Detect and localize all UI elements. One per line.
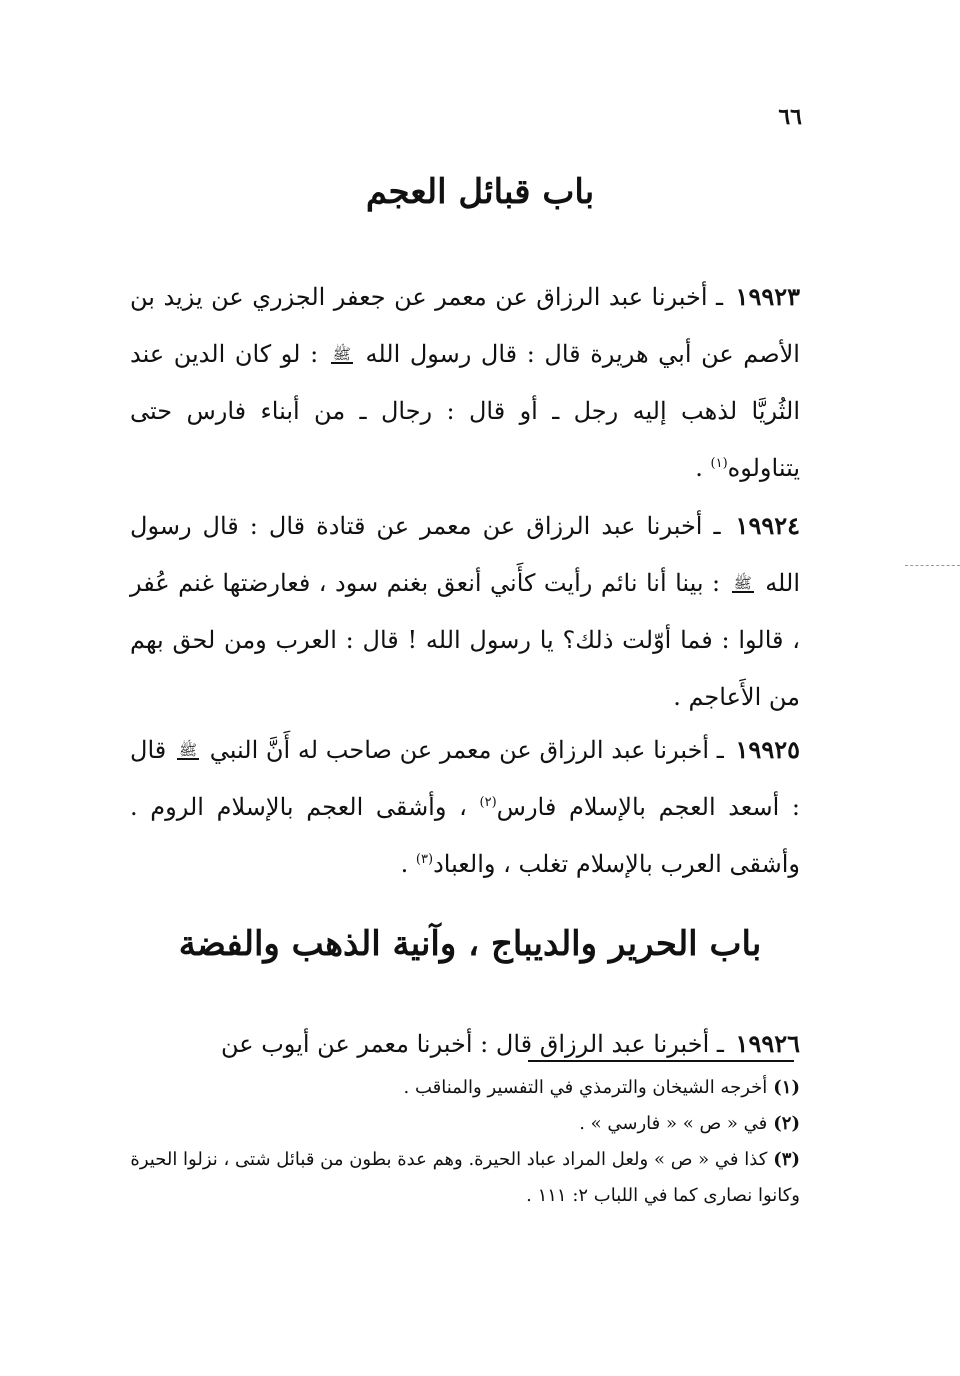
footnote-reference: (٣) bbox=[415, 852, 434, 867]
hadith-number: ١٩٩٢٣ bbox=[735, 282, 800, 311]
hadith-text: أخبرنا عبد الرزاق عن معمر عن صاحب له أَنَّ النبي bbox=[209, 736, 710, 764]
hadith-paragraph: ١٩٩٢٦ ـ أخبرنا عبد الرزاق قال : أخبرنا معمر عن أيوب عن bbox=[220, 1029, 800, 1058]
hadith-number: ١٩٩٢٦ bbox=[735, 1029, 800, 1058]
hadith-text: أخبرنا عبد الرزاق عن معمر عن قتادة قال : قال رسول الله bbox=[130, 512, 800, 597]
footnote-number: (٣) bbox=[773, 1149, 800, 1170]
hadith-number: ١٩٩٢٤ bbox=[735, 511, 800, 540]
footnote-reference: (١) bbox=[710, 456, 728, 471]
page-number: ٦٦ bbox=[778, 104, 802, 130]
footnote-number: (١) bbox=[773, 1077, 800, 1098]
footnote bbox=[130, 1070, 800, 1106]
hadith-paragraph: ١٩٩٢٤ ـ أخبرنا عبد الرزاق عن معمر عن قتادة قال : قال رسول الله ﷺ : بينا أنا نائم رأيت كأَني أنعق بغنم سود ، فعارضتها غنم عُفر ، قالوا : فما أوّلت ذلك؟ يا رسول الله ! قال : العرب ومن لحق بهم من الأَعاجم . bbox=[130, 511, 800, 711]
hadith-number: ١٩٩٢٥ bbox=[735, 735, 800, 764]
hadith-text-end: . bbox=[400, 850, 409, 878]
hadith-text: أخبرنا عبد الرزاق عن معمر عن جعفر الجزري عن يزيد بن الأصم عن أبي هريرة قال : قال رسول الله bbox=[130, 283, 800, 368]
hadith-text: : لو كان الدين عند الثُريَّا لذهب إليه رجل ـ أو قال : رجال ـ من أبناء فارس حتى يتناولوه bbox=[130, 340, 800, 482]
salutation-glyph: ﷺ bbox=[178, 741, 198, 759]
salutation-glyph: ﷺ bbox=[332, 345, 351, 363]
footnotes bbox=[130, 1070, 800, 1214]
footnote-text: أخرجه الشيخان والترمذي في التفسير والمناقب . bbox=[403, 1077, 768, 1098]
hadith-text: : بينا أنا نائم رأيت كأَني أنعق بغنم سود ، فعارضتها غنم عُفر ، قالوا : فما أوّلت ذلك؟ يا رسول الله ! قال : العرب ومن لحق بهم من الأَعاجم . bbox=[130, 569, 800, 711]
footnote-divider bbox=[528, 1060, 794, 1062]
footnote bbox=[130, 1142, 800, 1214]
hadith-paragraph: ١٩٩٢٥ ـ أخبرنا عبد الرزاق عن معمر عن صاحب له أَنَّ النبي ﷺ قال : أسعد العجم بالإسلام فارس$^{(٢)}$ ، وأشقى العجم بالإسلام الروم . وأشقى العرب بالإسلام تغلب ، والعباد$^{(٣)}$ . bbox=[130, 735, 801, 878]
footnote-text: كذا في « ص » ولعل المراد عباد الحيرة. وهم عدة بطون من قبائل شتى ، نزلوا الحيرة وكانوا نصارى كما في اللباب ٢: ١١١ . bbox=[130, 1149, 800, 1206]
chapter-title: باب قبائل العجم bbox=[365, 172, 595, 212]
hadith-text-end: . bbox=[695, 454, 703, 482]
footnote-text: في « ص » « فارسي » . bbox=[579, 1113, 768, 1134]
footnote-reference: (٢) bbox=[479, 795, 497, 810]
footnote bbox=[130, 1106, 800, 1142]
footnote-number: (٢) bbox=[773, 1113, 800, 1134]
hadith-text: أخبرنا عبد الرزاق قال : أخبرنا معمر عن أيوب عن bbox=[220, 1030, 710, 1058]
margin-mark bbox=[905, 565, 960, 566]
hadith-text: ، وأشقى العجم بالإسلام الروم . وأشقى العرب بالإسلام تغلب ، والعباد bbox=[130, 793, 800, 878]
hadith-paragraph: ١٩٩٢٣ ـ أخبرنا عبد الرزاق عن معمر عن جعفر الجزري عن يزيد بن الأصم عن أبي هريرة قال : قال رسول الله ﷺ : لو كان الدين عند الثُريَّا لذهب إليه رجل ـ أو قال : رجال ـ من أبناء فارس حتى يتناولوه$^{(١)}$ . bbox=[130, 282, 800, 482]
hadith-text: قال : أسعد العجم بالإسلام فارس bbox=[130, 736, 801, 821]
salutation-glyph: ﷺ bbox=[733, 574, 752, 592]
chapter-title: باب الحرير والديباج ، وآنية الذهب والفضة bbox=[178, 924, 762, 964]
